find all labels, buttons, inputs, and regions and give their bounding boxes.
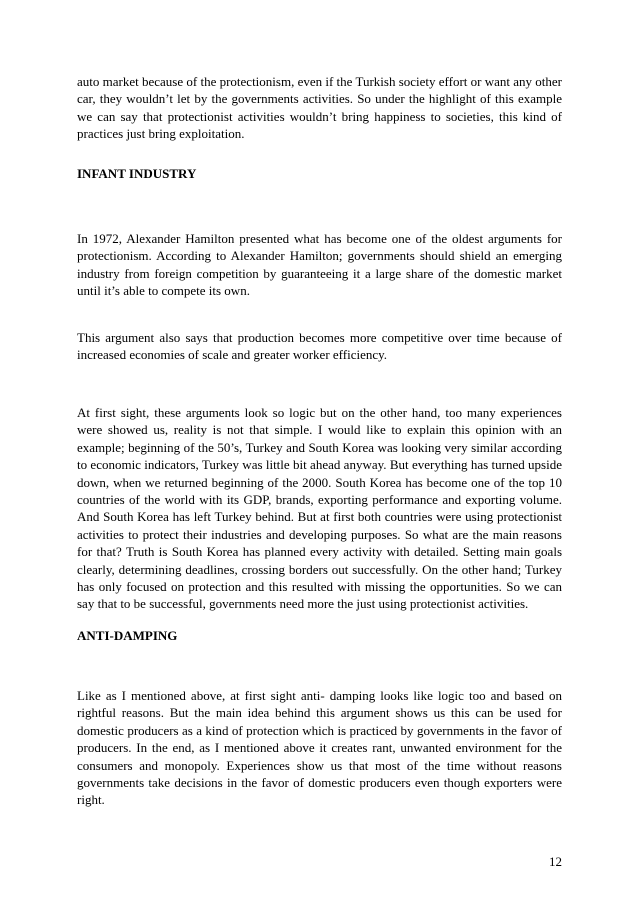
heading-infant-industry: INFANT INDUSTRY [77, 166, 197, 181]
paragraph-hamilton: In 1972, Alexander Hamilton presented what has become one of the oldest arguments for protectionism. According to Alexander Hamilton; governments should shield an emerging industry from foreign competition by guaranteeing it a large share of the domestic market until it’s able to compete its own. [77, 231, 562, 299]
heading-anti-damping: ANTI-DAMPING [77, 628, 178, 643]
paragraph-economies-of-scale: This argument also says that production becomes more competitive over time because of increased economies of scale and greater worker efficiency. [77, 330, 562, 363]
paragraph-turkey-south-korea: At first sight, these arguments look so logic but on the other hand, too many experiences were showed us, reality is not that simple. I would like to explain this opinion with an example; beginning of the 50’s, Turkey and South Korea was looking very similar according to economic indicators, Turkey was little bit ahead anyway. But everything has turned upside down, when we returned beginning of the 2000. South Korea has become one of the top 10 countries of the world with its GDP, brands, exporting performance and exporting volume. And South Korea has left Turkey behind. But at first both countries were using protectionist activities to protect their industries and developing purposes. So what are the main reasons for that? Truth is South Korea has planned every activity with detailed. Setting main goals clearly, determining deadlines, crossing borders out successfully. On the other hand; Turkey has only focused on protection and this resulted with missing the opportunities. So we can say that to be successful, governments need more the just using protectionist activities. [77, 405, 562, 612]
paragraph-anti-damping: Like as I mentioned above, at first sight anti- damping looks like logic too and based on rightful reasons. But the main idea behind this argument shows us this can be used for domestic producers as a kind of protection which is practiced by governments in the favor of producers. In the end, as I mentioned above it creates rant, unwanted environment for the consumers and monopoly. Experiences show us that most of the time without reasons governments take decisions in the favor of domestic producers even though exporters were right. [77, 688, 562, 808]
page-number: 12 [549, 854, 562, 869]
paragraph-auto-market: auto market because of the protectionism, even if the Turkish society effort or want any other car, they wouldn’t let by the governments activities. So under the highlight of this example we can say that protectionist activities wouldn’t bring happiness to societies, this kind of practices just bring exploitation. [77, 74, 562, 142]
